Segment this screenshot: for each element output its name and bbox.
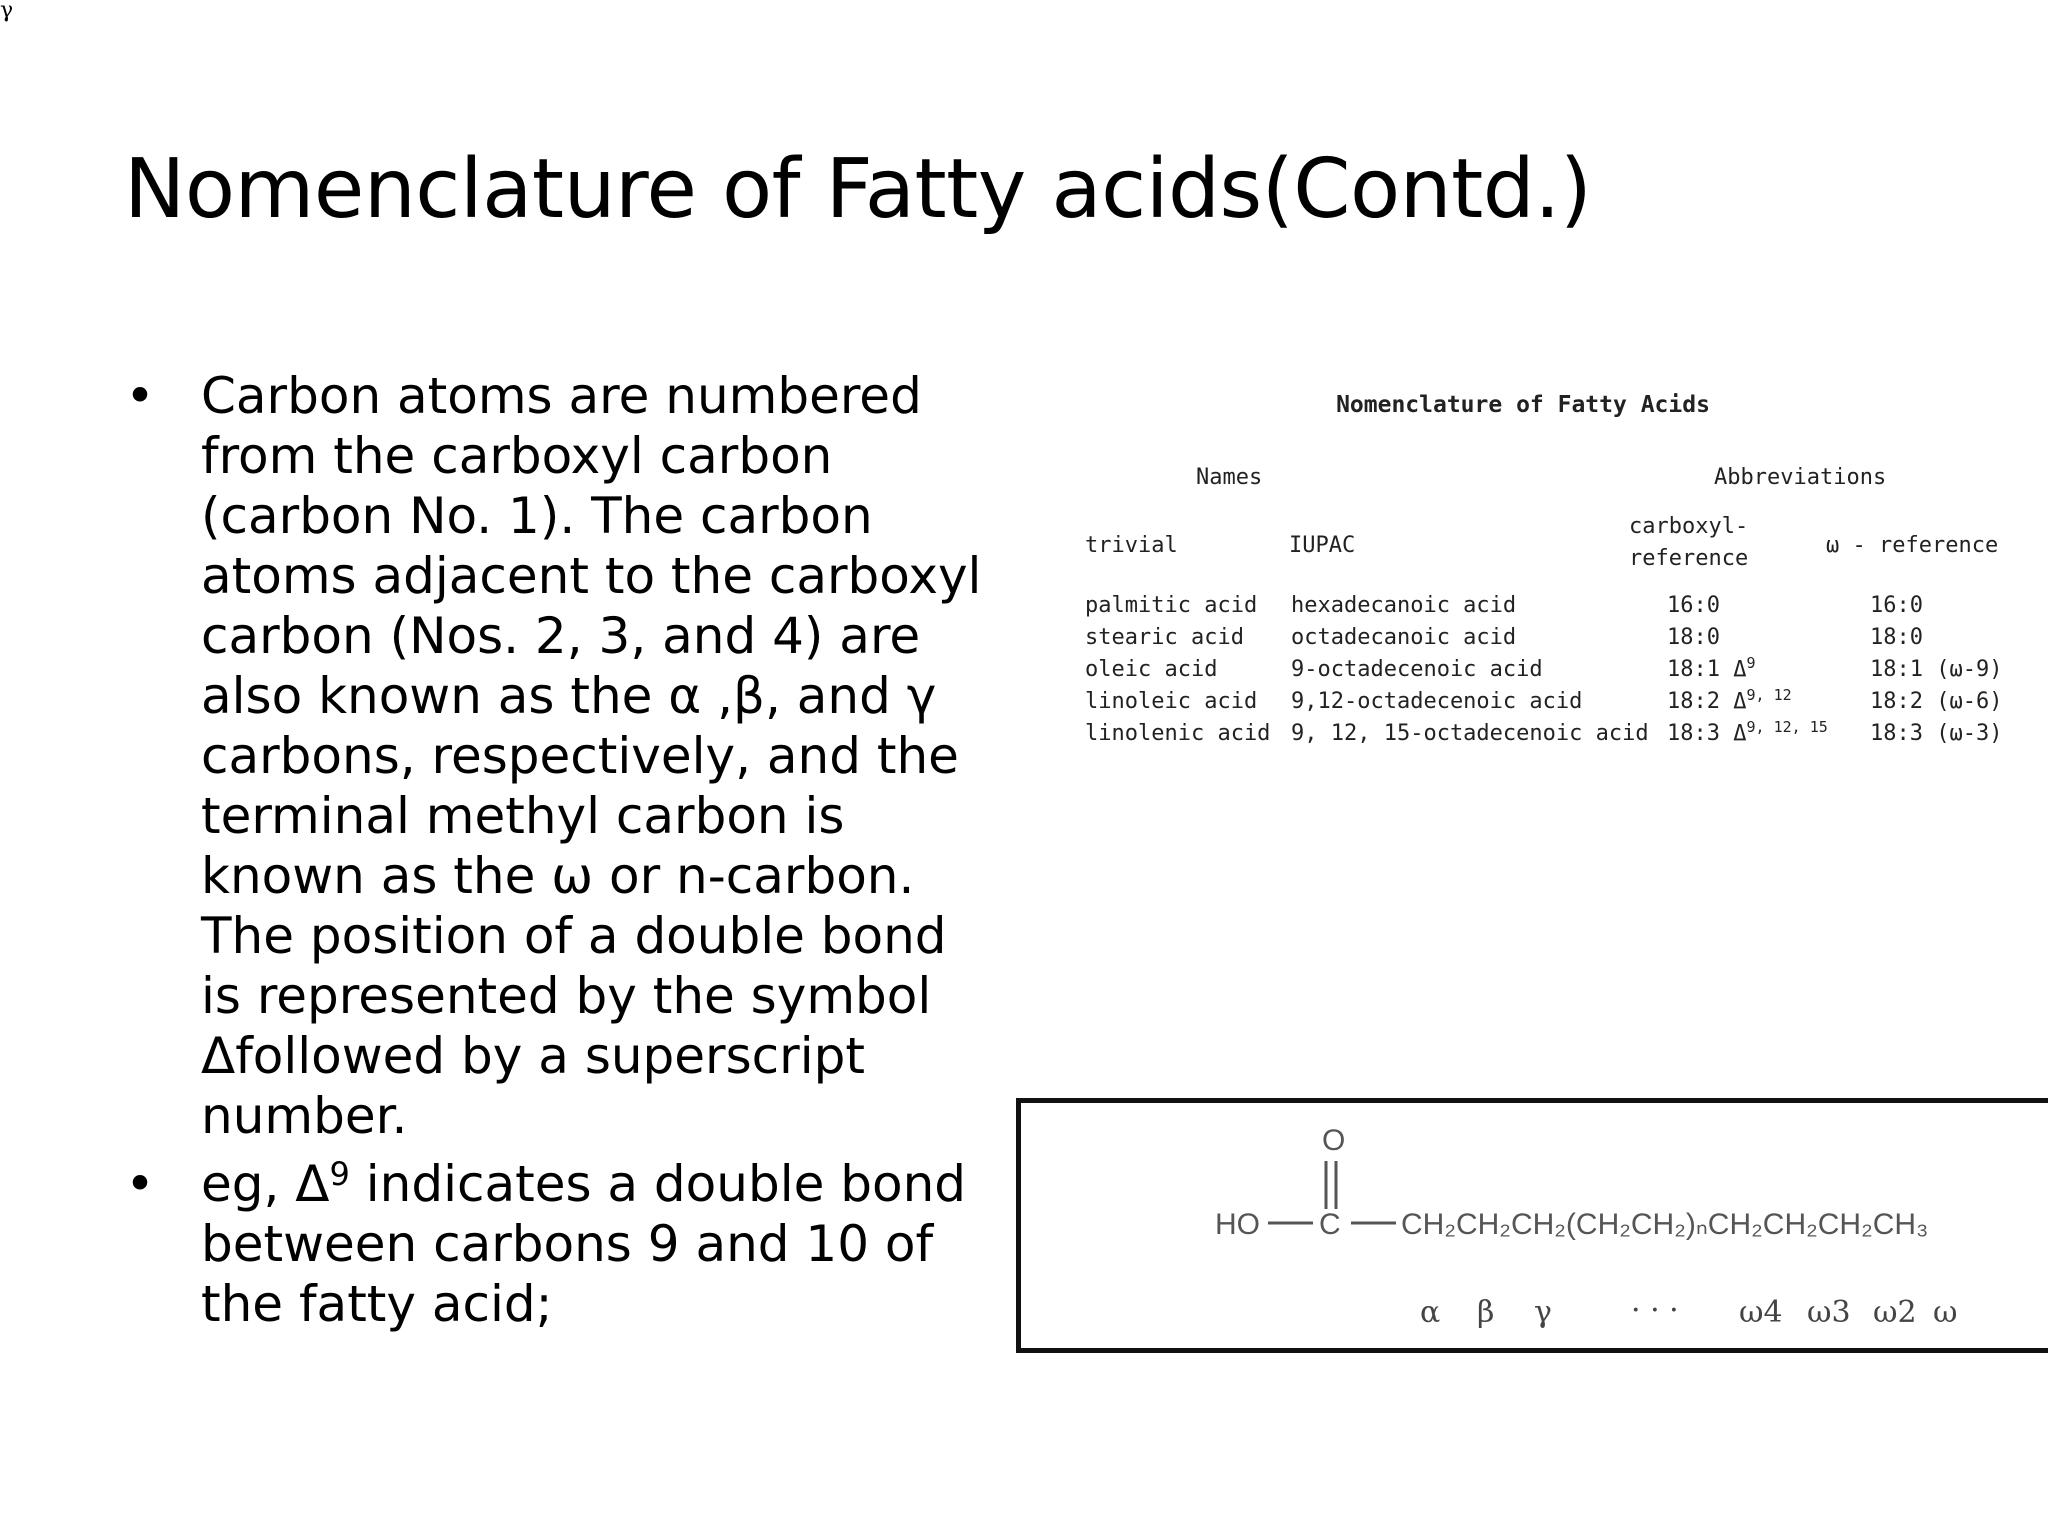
structure-diagram	[1021, 1103, 2048, 1358]
cell-omega: 18:0	[1870, 625, 1923, 650]
hydrocarbon-chain: CH₂CH₂CH₂(CH₂CH₂)ₙCH₂CH₂CH₂CH₃	[1401, 1208, 1929, 1241]
cell-iupac: octadecanoic acid	[1291, 625, 1517, 650]
cell-carboxyl: 18:3 Δ$^{9, 12, 15}$	[1667, 718, 1828, 746]
omega-label: ω	[1933, 1295, 1958, 1330]
table-title: Nomenclature of Fatty Acids	[1336, 392, 1710, 418]
bullet-prefix: eg, Δ	[201, 1155, 330, 1213]
fatty-acid-structure	[1016, 1098, 2048, 1353]
cell-trivial: linoleic acid	[1085, 689, 1258, 714]
bullet-dot: •	[125, 367, 155, 425]
omega4-label: ω4	[1739, 1295, 1783, 1330]
cell-carboxyl: 18:1 $\Delta^9$	[1667, 654, 1756, 682]
col-header-carboxyl-line2: reference	[1629, 546, 1749, 571]
cell-carboxyl: 16:0	[1667, 593, 1720, 618]
cell-trivial: oleic acid	[1085, 657, 1218, 682]
slide-title: Nomenclature of Fatty acids(Contd.)	[124, 142, 1592, 237]
cell-iupac: 9,12-octadecenoic acid	[1291, 689, 1583, 714]
cell-iupac: 9, 12, 15-octadecenoic acid	[1291, 721, 1649, 746]
omega2-label: ω2	[1873, 1295, 1917, 1330]
nomenclature-table	[1080, 380, 2040, 780]
bullet-item	[120, 1154, 1000, 1334]
carbonyl-carbon: C	[1319, 1208, 1341, 1241]
cell-omega: 18:1 (ω-9)	[1870, 657, 2003, 682]
cell-omega: 16:0	[1870, 593, 1923, 618]
bullet-list	[120, 366, 1000, 1334]
cell-iupac: hexadecanoic acid	[1291, 593, 1517, 618]
col-header-carboxyl-line1: carboxyl-	[1629, 514, 1749, 539]
col-header-trivial: trivial	[1085, 533, 1178, 558]
bullet-suffix: indicates a double bond between carbons 9 and 10 of the fatty acid;	[201, 1155, 966, 1333]
cell-carboxyl: 18:2 Δ$^{9, 12}$	[1667, 686, 1792, 714]
oxygen-atom: O	[1322, 1124, 1346, 1157]
col-header-omega: ω - reference	[1826, 533, 1999, 558]
ellipsis-label: · · ·	[1631, 1293, 1679, 1328]
corner-mark: γ	[0, 0, 14, 23]
beta-label: β	[1477, 1295, 1495, 1330]
cell-trivial: stearic acid	[1085, 625, 1244, 650]
cell-trivial: linolenic acid	[1085, 721, 1271, 746]
alpha-label: α	[1420, 1295, 1441, 1330]
cell-omega: 18:3 (ω-3)	[1870, 721, 2003, 746]
cell-iupac: 9-octadecenoic acid	[1291, 657, 1543, 682]
names-group-header: Names	[1196, 465, 1263, 490]
bullet-text: Carbon atoms are numbered from the carboxyl carbon (carbon No. 1). The carbon atoms adjacent to the carboxyl carbon (Nos. 2, 3, and 4) are also known as the α ,β, and γ carbons, respectively, and the terminal methyl carbon is known as the ω or n-carbon. The position of a double bond is represented by the symbol Δfollowed by a superscript number.	[201, 367, 982, 1145]
cell-omega: 18:2 (ω-6)	[1870, 689, 2003, 714]
cell-carboxyl: 18:0	[1667, 625, 1720, 650]
hydroxyl-group: HO	[1215, 1208, 1260, 1241]
cell-trivial: palmitic acid	[1085, 593, 1258, 618]
bullet-dot: •	[125, 1155, 155, 1213]
bullet-item	[120, 366, 1000, 1146]
bullet-superscript: 9	[329, 1155, 350, 1193]
abbreviations-group-header: Abbreviations	[1714, 465, 1887, 490]
gamma-label: γ	[1534, 1295, 1552, 1330]
omega3-label: ω3	[1807, 1295, 1851, 1330]
col-header-iupac: IUPAC	[1289, 533, 1356, 558]
